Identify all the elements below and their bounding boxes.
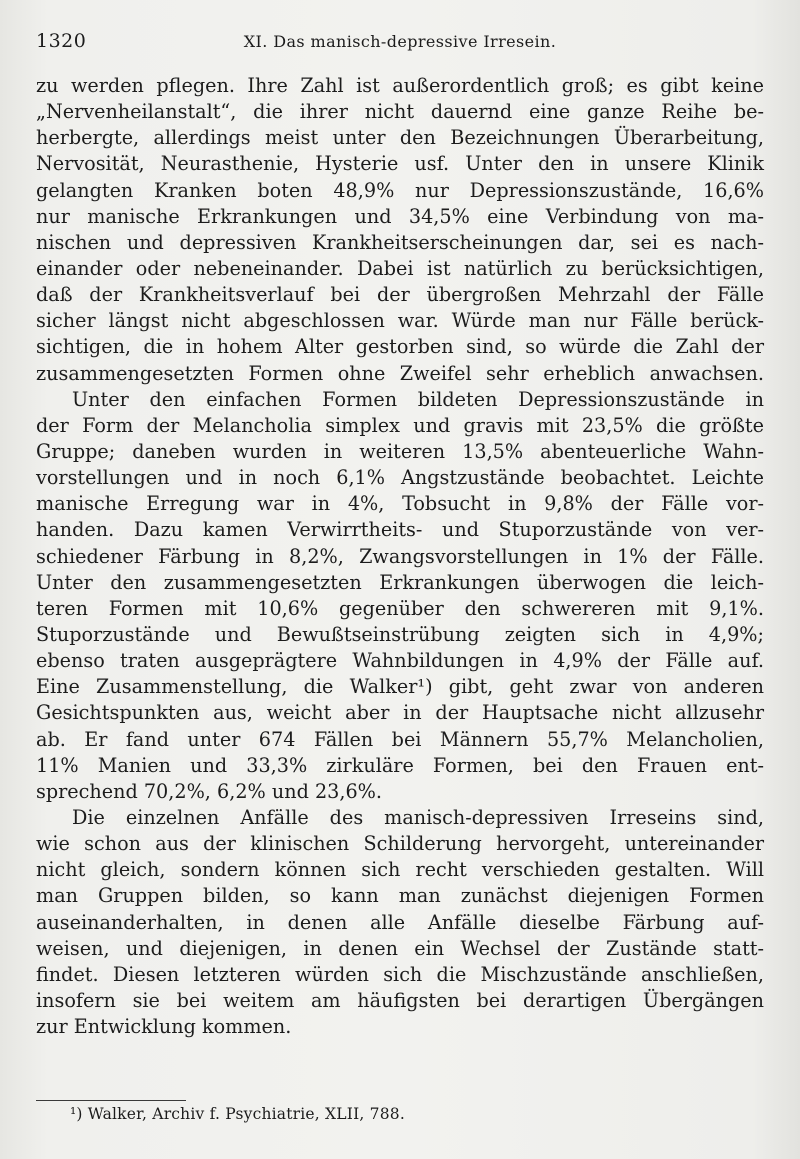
text-line: Unter den zusammengesetzten Erkrankungen überwogen die leich- bbox=[36, 570, 764, 594]
text-line: einander oder nebeneinander. Dabei ist natürlich zu berücksichtigen, bbox=[36, 256, 764, 280]
text-line: nicht gleich, sondern können sich recht verschieden gestalten. Will bbox=[36, 858, 764, 882]
text-line: sicher längst nicht abgeschlossen war. Würde man nur Fälle berück- bbox=[36, 309, 764, 333]
text-line: wie schon aus der klinischen Schilderung hervorgeht, untereinander bbox=[36, 832, 764, 856]
text-line: nur manische Erkrankungen und 34,5% eine Verbindung von ma- bbox=[36, 204, 764, 228]
text-line: zusammengesetzten Formen ohne Zweifel sehr erheblich anwachsen. bbox=[36, 361, 764, 385]
text-line: insofern sie bei weitem am häufigsten bei derartigen Übergängen bbox=[36, 988, 764, 1012]
text-line: findet. Diesen letzteren würden sich die Mischzustände anschließen, bbox=[36, 962, 764, 986]
page-header bbox=[36, 30, 764, 58]
text-line: der Form der Melancholia simplex und gravis mit 23,5% die größte bbox=[36, 413, 764, 437]
text-line: zu werden pflegen. Ihre Zahl ist außerordentlich groß; es gibt keine bbox=[36, 74, 764, 97]
text-line: handen. Dazu kamen Verwirrtheits- und Stuporzustände von ver- bbox=[36, 518, 764, 542]
text-line: sprechend 70,2%, 6,2% und 23,6%. bbox=[36, 779, 383, 803]
text-line: manische Erregung war in 4%, Tobsucht in 9,8% der Fälle vor- bbox=[36, 492, 764, 516]
running-title: XI. Das manisch-depressive Irresein. bbox=[243, 32, 557, 51]
text-line: vorstellungen und in noch 6,1% Angstzustände beobachtet. Leichte bbox=[36, 466, 764, 490]
text-line: herbergte, allerdings meist unter den Bezeichnungen Überarbeitung, bbox=[36, 126, 764, 150]
text-line: ab. Er fand unter 674 Fällen bei Männern 55,7% Melancholien, bbox=[36, 727, 764, 751]
text-line: Gesichtspunkten aus, weicht aber in der Hauptsache nicht allzusehr bbox=[36, 701, 764, 725]
text-line: ebenso traten ausgeprägtere Wahnbildungen in 4,9% der Fälle auf. bbox=[36, 649, 764, 673]
text-line: man Gruppen bilden, so kann man zunächst diejenigen Formen bbox=[36, 884, 764, 908]
footnote: ¹) Walker, Archiv f. Psychiatrie, XLII, 788. bbox=[70, 1105, 405, 1123]
text-line: Stuporzustände und Bewußtseinstrübung zeigten sich in 4,9%; bbox=[36, 622, 764, 646]
page-number: 1320 bbox=[36, 30, 87, 52]
text-line: Nervosität, Neurasthenie, Hysterie usf. Unter den in unsere Klinik bbox=[36, 152, 764, 176]
text-line: Die einzelnen Anfälle des manisch-depressiven Irreseins sind, bbox=[72, 805, 764, 829]
body-text bbox=[36, 73, 764, 1040]
text-line: Eine Zusammenstellung, die Walker¹) gibt, geht zwar von anderen bbox=[36, 675, 764, 699]
paragraph-3 bbox=[36, 805, 764, 1040]
text-line: 11% Manien und 33,3% zirkuläre Formen, bei den Frauen ent- bbox=[36, 753, 764, 777]
paragraph-1 bbox=[36, 73, 764, 387]
text-line: zur Entwicklung kommen. bbox=[36, 1015, 292, 1039]
text-line: daß der Krankheitsverlauf bei der übergroßen Mehrzahl der Fälle bbox=[36, 283, 764, 307]
text-line: nischen und depressiven Krankheitserscheinungen dar, sei es nach- bbox=[36, 230, 764, 254]
paragraph-2 bbox=[36, 387, 764, 805]
text-line: Unter den einfachen Formen bildeten Depressionszustände in bbox=[72, 387, 764, 411]
text-line: schiedener Färbung in 8,2%, Zwangsvorstellungen in 1% der Fälle. bbox=[36, 544, 764, 568]
footnote-divider bbox=[36, 1100, 186, 1101]
text-line: auseinanderhalten, in denen alle Anfälle dieselbe Färbung auf- bbox=[36, 910, 764, 934]
text-line: gelangten Kranken boten 48,9% nur Depressionszustände, 16,6% bbox=[36, 178, 764, 202]
text-line: Gruppe; daneben wurden in weiteren 13,5% abenteuerliche Wahn- bbox=[36, 439, 764, 463]
text-line: weisen, und diejenigen, in denen ein Wechsel der Zustände statt- bbox=[36, 936, 764, 960]
text-line: teren Formen mit 10,6% gegenüber den schwereren mit 9,1%. bbox=[36, 596, 764, 620]
text-line: „Nervenheilanstalt“, die ihrer nicht dauernd eine ganze Reihe be- bbox=[36, 100, 764, 124]
text-line: sichtigen, die in hohem Alter gestorben sind, so würde die Zahl der bbox=[36, 335, 764, 359]
